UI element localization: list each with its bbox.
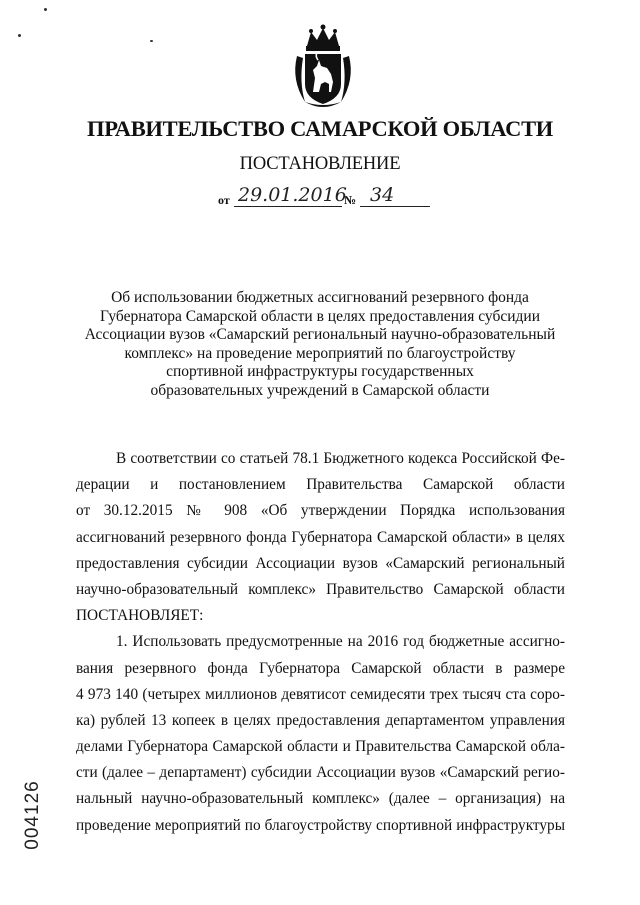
- subject-line: Губернатора Самарской области в целях предоставления субсидии: [99, 307, 540, 325]
- scan-speck: [150, 40, 153, 42]
- subject-line: Об использовании бюджетных ассигнований резервного фонда: [111, 289, 529, 306]
- body-line: научно-образовательный комплекс» Правительство Самарской области: [76, 580, 565, 598]
- government-title: ПРАВИТЕЛЬСТВО САМАРСКОЙ ОБЛАСТИ: [87, 116, 553, 141]
- body-line: предоставления субсидии Ассоциации вузов «Самарский региональный: [76, 554, 565, 572]
- number-underline: [360, 206, 430, 207]
- scan-speck: [18, 34, 21, 37]
- body-line: ПОСТАНОВЛЯЕТ:: [76, 607, 204, 625]
- subject-line: образовательных учреждений в Самарской области: [150, 381, 490, 399]
- body-line: ассигнований резервного фонда Губернатора Самарской области» в целях: [76, 528, 565, 546]
- registration-stamp: [16, 770, 50, 860]
- body-line: сти (далее – департамент) субсидии Ассоциации вузов «Самарский регио-: [76, 764, 565, 782]
- date-handwritten: 29.01.2016: [238, 184, 347, 206]
- body-line: В соответствии со статьей 78.1 Бюджетного кодекса Российской Фе-: [116, 450, 565, 467]
- coat-of-arms-icon: [291, 22, 355, 110]
- body-line: 1. Использовать предусмотренные на 2016 год бюджетные ассигно-: [116, 633, 565, 651]
- scan-speck: [44, 8, 47, 11]
- number-label: №: [344, 193, 357, 207]
- subject-line: спортивной инфраструктуры государственных: [166, 363, 474, 380]
- body-line: 4 973 140 (четырех миллионов девятисот семидесяти трех тысяч ста соро-: [76, 685, 565, 703]
- subject-line: комплекс» на проведение мероприятий по благоустройству: [124, 344, 516, 362]
- body-line: нальный научно-образовательный комплекс» (далее – организация) на: [76, 790, 565, 808]
- body-line: дерации и постановлением Правительства Самарской области: [76, 476, 565, 494]
- body-line: проведение мероприятий по благоустройству спортивной инфраструктуры: [76, 816, 565, 834]
- stamp-number: 004126: [22, 780, 43, 850]
- body-line: ка) рублей 13 копеек в целях предоставления департаментом управления: [76, 711, 565, 729]
- date-number-line: [218, 186, 438, 210]
- body-line: делами Губернатора Самарской области и Правительства Самарской обла-: [76, 738, 565, 756]
- document-subject: [60, 289, 580, 400]
- document-body: [76, 446, 565, 839]
- date-underline: [234, 206, 342, 207]
- subject-line: Ассоциации вузов «Самарский региональный научно-образовательный: [84, 326, 556, 343]
- number-handwritten: 34: [370, 184, 395, 206]
- date-label: от: [218, 193, 230, 207]
- body-line: вания резервного фонда Губернатора Самарской области в размере: [76, 659, 565, 677]
- body-line: от 30.12.2015 № 908 «Об утверждении Порядка использования: [76, 502, 565, 520]
- document-type: ПОСТАНОВЛЕНИЕ: [239, 154, 401, 174]
